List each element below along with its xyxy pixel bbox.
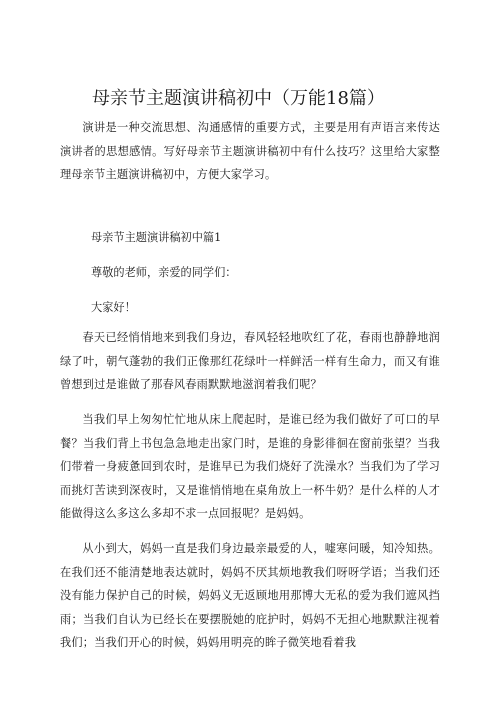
greeting: 大家好！ xyxy=(91,301,136,314)
document-title: 母亲节主题演讲稿初中（万能18篇） xyxy=(92,88,385,109)
body-paragraph-2: 当我们早上匆匆忙忙地从床上爬起时，是谁已经为我们做好了可口的早餐？当我们背上书包急急地走出家门时，是谁的身影徘徊在窗前张望？当我们带着一身疲惫回到农时，是谁早已为我们烧好了洗澡水？当我们为了学习而挑灯苦读到深夜时，又是谁悄悄地在桌角放上一杯牛奶？是什么样的人才能做得这么多这么多却不求一点回报呢？是妈妈。 xyxy=(60,413,440,520)
body-paragraph-3: 从小到大，妈妈一直是我们身边最亲最爱的人，嘘寒问暖，知冷知热。在我们还不能清楚地表达就时，妈妈不厌其烦地教我们呀呀学语；当我们还没有能力保护自己的时候，妈妈义无返顾地用那博大无私的爱为我们遮风挡雨；当我们自认为已经长在要摆脱她的庇护时，妈妈不无担心地默默注视着我们；当我们开心的时候，妈妈用明亮的眸子微笑地看着我 xyxy=(60,542,440,649)
intro-paragraph: 演讲是一种交流思想、沟通感情的重要方式，主要是用有声语言来传达演讲者的思想感情。写好母亲节主题演讲稿初中有什么技巧？这里给大家整理母亲节主题演讲稿初中，方便大家学习。 xyxy=(60,121,440,181)
body-paragraph-1: 春天已经悄悄地来到我们身边，春风轻轻地吹红了花，春雨也静静地润绿了叶，朝气蓬勃的我们正像那红花绿叶一样鲜活一样有生命力，而又有谁曾想到过是谁做了那春风春雨默默地滋润着我们呢？ xyxy=(60,331,440,391)
salutation: 尊敬的老师，亲爱的同学们： xyxy=(91,266,237,279)
section-heading: 母亲节主题演讲稿初中篇1 xyxy=(91,231,222,244)
